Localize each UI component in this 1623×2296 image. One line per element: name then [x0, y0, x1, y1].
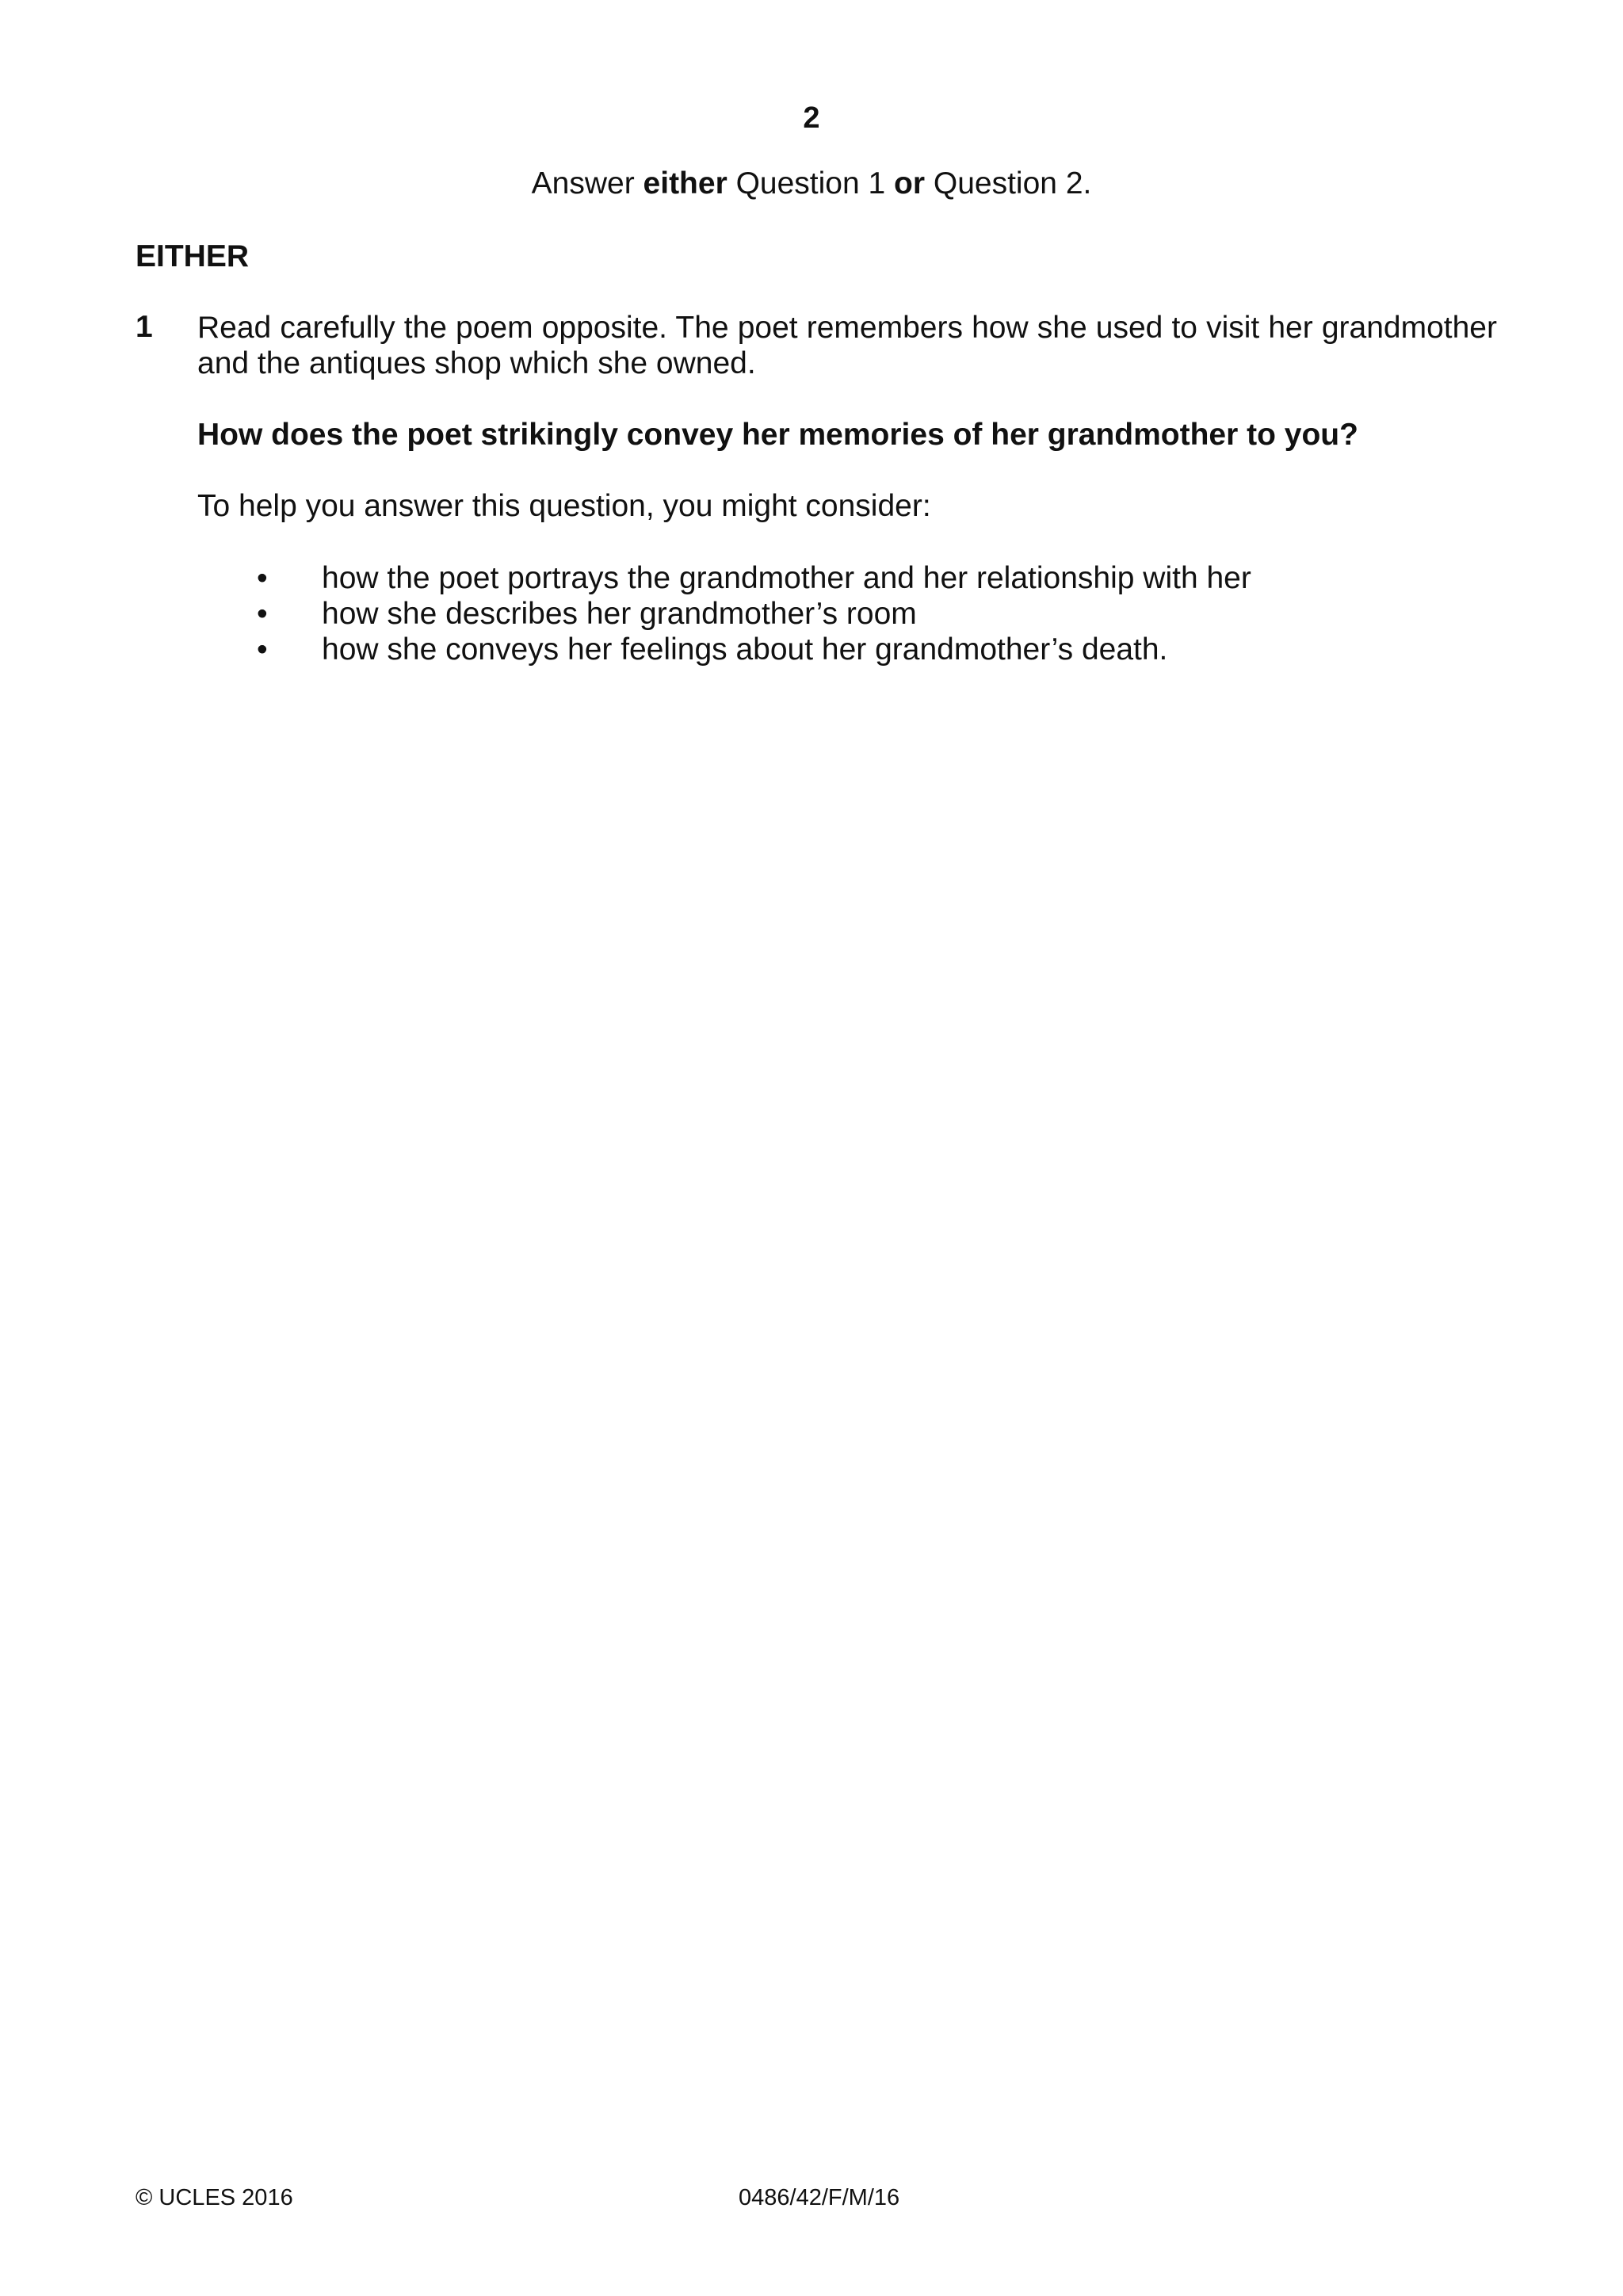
question-number: 1: [136, 310, 153, 344]
instruction-line: [0, 166, 1623, 201]
instruction-suffix: Question 2.: [925, 166, 1092, 201]
bullet-icon: •: [257, 597, 268, 631]
instruction-prefix: Answer: [531, 166, 643, 201]
help-intro: To help you answer this question, you might consider:: [197, 489, 931, 523]
section-heading: EITHER: [136, 239, 250, 273]
instruction-either: either: [643, 166, 727, 201]
footer-code: 0486/42/F/M/16: [739, 2185, 900, 2210]
bullet-text: how she describes her grandmother’s room: [322, 597, 917, 631]
question-prompt: How does the poet strikingly convey her memories of her grandmother to you?: [197, 418, 1358, 452]
instruction-middle: Question 1: [727, 166, 895, 201]
bullet-text: how she conveys her feelings about her grandmother’s death.: [322, 632, 1168, 667]
bullet-list: [197, 560, 1251, 667]
footer-copyright: © UCLES 2016: [136, 2185, 293, 2210]
instruction-or: or: [894, 166, 926, 201]
bullet-icon: •: [257, 561, 268, 595]
page-number: 2: [803, 101, 820, 135]
bullet-icon: •: [257, 632, 268, 667]
bullet-text: how the poet portrays the grandmother and her relationship with her: [322, 561, 1251, 595]
list-item: [197, 560, 1251, 596]
list-item: [197, 632, 1251, 667]
list-item: [197, 596, 1251, 632]
question-text: Read carefully the poem opposite. The poet remembers how she used to visit her grandmother and the antiques shop which she owned.: [197, 311, 1497, 380]
